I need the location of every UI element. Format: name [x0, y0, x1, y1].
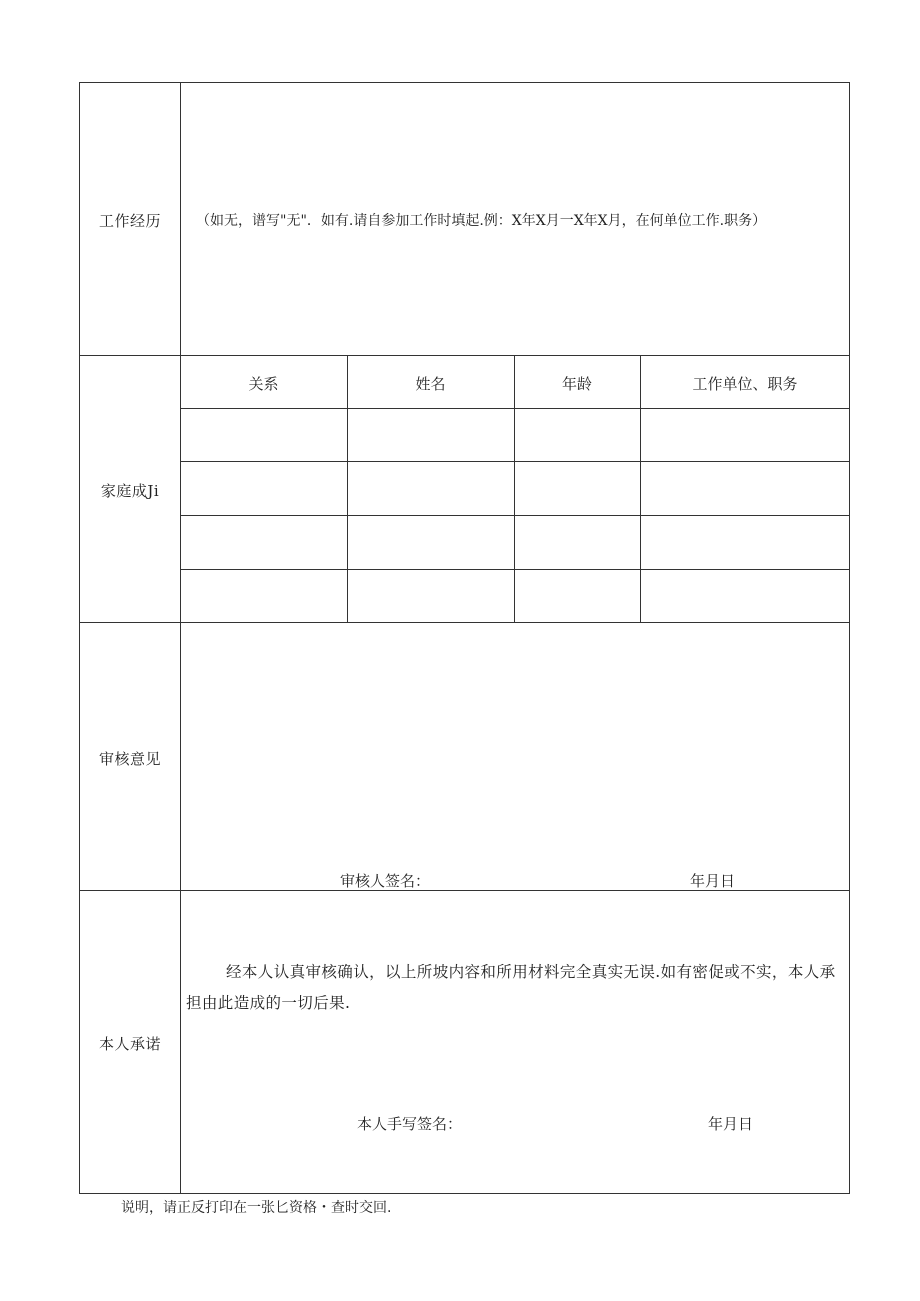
pledge-signature-field[interactable]: [470, 1105, 690, 1139]
family-cell[interactable]: [515, 463, 639, 514]
review-date-label: 年月日: [690, 872, 736, 890]
family-cell[interactable]: [641, 463, 849, 514]
family-cell[interactable]: [641, 571, 849, 621]
family-cell[interactable]: [641, 410, 849, 460]
pledge-date-label: 年月日: [708, 1115, 754, 1133]
family-cell[interactable]: [181, 463, 346, 514]
family-label: 家庭成Ji: [100, 482, 160, 500]
family-cell[interactable]: [515, 410, 639, 460]
family-cell[interactable]: [181, 517, 346, 568]
family-header-relation: 关系: [248, 375, 279, 393]
family-header-name: 姓名: [415, 375, 446, 393]
family-cell[interactable]: [348, 517, 513, 568]
pledge-signer-label: 本人手写签名：: [357, 1115, 463, 1133]
pledge-label: 本人承诺: [98, 1035, 161, 1053]
work-experience-hint: （如无，谱写"无"．如有.请自参加工作时填起.例：X年X月一X年X月，在何单位工作.职务）: [196, 213, 767, 229]
divider-family-review: [80, 622, 850, 623]
family-row-line: [180, 461, 850, 462]
family-cell[interactable]: [515, 571, 639, 621]
footnote: 说明，请正反打印在一张匕资格・查时交回.: [121, 1200, 392, 1216]
family-cell[interactable]: [348, 410, 513, 460]
pledge-text: 经本人认真审核确认，以上所坡内容和所用材料完全真实无误.如有密促或不实，本人承担由此造成的一切后果.: [186, 963, 836, 1012]
family-cell[interactable]: [348, 571, 513, 621]
label-column-divider: [180, 83, 181, 1193]
family-cell[interactable]: [348, 463, 513, 514]
review-opinion-field[interactable]: [182, 624, 848, 864]
family-row-line: [180, 515, 850, 516]
divider-work-family: [80, 355, 850, 356]
family-header-age: 年龄: [561, 375, 592, 393]
review-signer-label: 审核人签名：: [340, 872, 431, 890]
family-header-employer: 工作单位、职务: [692, 375, 798, 393]
family-cell[interactable]: [641, 517, 849, 568]
family-row-line: [180, 408, 850, 409]
family-cell[interactable]: [515, 517, 639, 568]
work-experience-label: 工作经历: [98, 212, 161, 230]
family-row-line: [180, 569, 850, 570]
work-experience-field[interactable]: [182, 85, 848, 353]
family-cell[interactable]: [181, 571, 346, 621]
application-form-table: [79, 82, 850, 1194]
family-cell[interactable]: [181, 410, 346, 460]
review-label: 审核意见: [98, 750, 161, 768]
